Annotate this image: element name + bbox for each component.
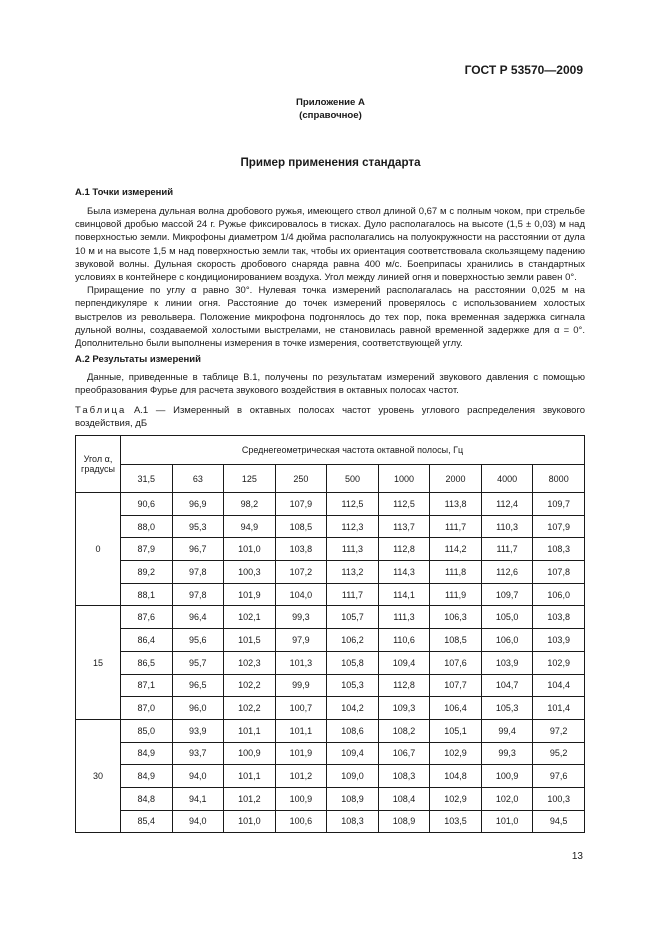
table-cell: 109,4	[378, 651, 430, 674]
table-row	[76, 674, 585, 697]
table-cell: 100,7	[275, 697, 327, 720]
table-cell: 100,3	[224, 561, 276, 584]
table-cell: 112,5	[327, 493, 379, 516]
standard-code: ГОСТ Р 53570—2009	[464, 63, 583, 77]
table-cell: 105,3	[481, 697, 533, 720]
table-cell: 112,4	[481, 493, 533, 516]
table-cell: 100,9	[481, 765, 533, 788]
table-cell: 101,1	[275, 719, 327, 742]
table-cell: 102,1	[224, 606, 276, 629]
table-cell: 98,2	[224, 493, 276, 516]
table-row	[76, 606, 585, 629]
table-cell: 103,9	[481, 651, 533, 674]
table-cell: 101,2	[275, 765, 327, 788]
table-cell: 114,3	[378, 561, 430, 584]
table-cell: 96,4	[172, 606, 224, 629]
table-cell: 111,9	[430, 583, 482, 606]
table-cell: 106,4	[430, 697, 482, 720]
table-cell: 99,9	[275, 674, 327, 697]
table-cell: 84,9	[121, 742, 173, 765]
angle-cell: 0	[76, 493, 121, 606]
page-number: 13	[571, 851, 583, 862]
table-row	[76, 493, 585, 516]
table-cell: 94,0	[172, 765, 224, 788]
table-cell: 97,6	[533, 765, 585, 788]
table-cell: 101,5	[224, 629, 276, 652]
table-cell: 109,3	[378, 697, 430, 720]
table-cell: 101,9	[275, 742, 327, 765]
section-a2-text	[75, 371, 585, 397]
table-cell: 111,3	[378, 606, 430, 629]
table-cell: 100,9	[224, 742, 276, 765]
table-cell: 102,9	[430, 787, 482, 810]
table-cell: 102,0	[481, 787, 533, 810]
table-cell: 97,8	[172, 561, 224, 584]
table-cell: 99,3	[275, 606, 327, 629]
table-cell: 113,7	[378, 515, 430, 538]
table-cell: 87,0	[121, 697, 173, 720]
table-cell: 108,2	[378, 719, 430, 742]
table-cell: 93,7	[172, 742, 224, 765]
table-cell: 104,2	[327, 697, 379, 720]
table-cell: 111,7	[327, 583, 379, 606]
frequency-column-header: 250	[275, 465, 327, 493]
table-cell: 90,6	[121, 493, 173, 516]
frequency-column-header: 63	[172, 465, 224, 493]
paragraph-a1-1: Была измерена дульная волна дробового ружья, имеющего ствол длиной 0,67 м с полным чоком, при стрельбе свинцовой дробью массой 24 г. Ружье фиксировалось в тисках. Дуло располагалось на высоте (1,5 ± 0,03) м над поверхностью земли. Микрофоны диаметром 1/4 дюйма располагались на полуокружности на расстоянии от дула 10 м и на высоте 1,5 м над поверхностью земли так, чтобы их ориентация соответствовала скользящему падению звуковой волны. Дульная скорость дробового снаряда равна 400 м/с. Боеприпасы хранились в стандартных условиях в контейнере с кондиционированием воздуха. Угол между линией огня и поверхностью земли равен 0°.	[75, 206, 585, 284]
annex-title: Приложение А	[296, 97, 365, 108]
frequency-column-header: 31,5	[121, 465, 173, 493]
table-cell: 101,0	[224, 810, 276, 833]
table-cell: 87,9	[121, 538, 173, 561]
table-cell: 107,7	[430, 674, 482, 697]
section-a2-heading: А.2 Результаты измерений	[75, 354, 201, 365]
table-cell: 100,6	[275, 810, 327, 833]
table-cell: 111,3	[327, 538, 379, 561]
table-cell: 86,4	[121, 629, 173, 652]
section-a1-text	[75, 205, 585, 350]
frequency-column-header: 500	[327, 465, 379, 493]
angle-cell: 15	[76, 606, 121, 719]
table-cell: 106,2	[327, 629, 379, 652]
table-cell: 97,8	[172, 583, 224, 606]
table-caption	[75, 404, 585, 430]
table-cell: 111,7	[430, 515, 482, 538]
table-cell: 101,4	[533, 697, 585, 720]
section-a1-heading: А.1 Точки измерений	[75, 187, 174, 198]
table-cell: 102,9	[430, 742, 482, 765]
annex-subtitle: (справочное)	[299, 110, 362, 121]
table-cell: 99,4	[481, 719, 533, 742]
table-cell: 87,6	[121, 606, 173, 629]
frequency-header: Среднегеометрическая частота октавной полосы, Гц	[121, 436, 585, 465]
table-cell: 114,1	[378, 583, 430, 606]
table-cell: 104,0	[275, 583, 327, 606]
table-cell: 84,8	[121, 787, 173, 810]
table-cell: 96,7	[172, 538, 224, 561]
table-cell: 96,0	[172, 697, 224, 720]
table-row	[76, 765, 585, 788]
table-cell: 85,4	[121, 810, 173, 833]
table-cell: 101,9	[224, 583, 276, 606]
main-title: Пример применения стандарта	[240, 156, 421, 169]
table-cell: 86,5	[121, 651, 173, 674]
table-cell: 102,9	[533, 651, 585, 674]
table-cell: 112,6	[481, 561, 533, 584]
table-cell: 101,3	[275, 651, 327, 674]
table-cell: 108,5	[430, 629, 482, 652]
table-cell: 94,0	[172, 810, 224, 833]
frequency-column-header: 125	[224, 465, 276, 493]
paragraph-a1-2: Приращение по углу α равно 30°. Нулевая точка измерений располагалась на расстоянии 0,025 м на перпендикуляре к линии огня. Расстояние до точек измерений проверялось с использованием холостых выстрелов из револьвера. Положение микрофона подгонялось до тех пор, пока временная задержка сигнала дульной волны, создаваемой холостыми выстрелами, не становилась равной временной задержке для α = 0°. Дополнительно были выполнены измерения в точке измерения, соответствующей углу.	[75, 285, 585, 350]
table-cell: 96,5	[172, 674, 224, 697]
table-cell: 108,3	[378, 765, 430, 788]
table-cell: 110,3	[481, 515, 533, 538]
table-cell: 106,7	[378, 742, 430, 765]
table-cell: 111,7	[481, 538, 533, 561]
table-cell: 107,6	[430, 651, 482, 674]
table-cell: 112,8	[378, 538, 430, 561]
table-cell: 114,2	[430, 538, 482, 561]
table-cell: 107,9	[275, 493, 327, 516]
table-cell: 103,9	[533, 629, 585, 652]
table-row	[76, 697, 585, 720]
angle-header: Угол α, градусы	[76, 436, 121, 493]
paragraph-a2-1: Данные, приведенные в таблице В.1, получены по результатам измерений звукового давления с помощью преобразования Фурье для расчета звукового воздействия в октавных полосах частот.	[75, 372, 585, 397]
table-cell: 84,9	[121, 765, 173, 788]
table-cell: 109,0	[327, 765, 379, 788]
frequency-column-header: 8000	[533, 465, 585, 493]
table-cell: 94,1	[172, 787, 224, 810]
table-cell: 108,9	[327, 787, 379, 810]
table-cell: 101,1	[224, 719, 276, 742]
table-cell: 93,9	[172, 719, 224, 742]
table-cell: 101,0	[481, 810, 533, 833]
table-cell: 103,8	[533, 606, 585, 629]
table-cell: 109,4	[327, 742, 379, 765]
table-cell: 105,1	[430, 719, 482, 742]
table-cell: 102,3	[224, 651, 276, 674]
table-cell: 111,8	[430, 561, 482, 584]
table-cell: 95,2	[533, 742, 585, 765]
table-cell: 105,0	[481, 606, 533, 629]
table-row	[76, 719, 585, 742]
table-row	[76, 810, 585, 833]
table-cell: 100,3	[533, 787, 585, 810]
table-cell: 112,5	[378, 493, 430, 516]
measurement-table	[75, 435, 585, 833]
table-cell: 107,9	[533, 515, 585, 538]
table-cell: 95,3	[172, 515, 224, 538]
table-cell: 108,6	[327, 719, 379, 742]
table-cell: 113,2	[327, 561, 379, 584]
table-cell: 88,0	[121, 515, 173, 538]
table-caption-text: А.1 — Измеренный в октавных полосах частот уровень углового распределения звукового воздействия, дБ	[75, 405, 585, 430]
table-row	[76, 742, 585, 765]
table-cell: 104,7	[481, 674, 533, 697]
frequency-column-header: 1000	[378, 465, 430, 493]
table-cell: 103,5	[430, 810, 482, 833]
table-cell: 108,9	[378, 810, 430, 833]
frequency-column-header: 2000	[430, 465, 482, 493]
table-cell: 89,2	[121, 561, 173, 584]
table-cell: 88,1	[121, 583, 173, 606]
table-cell: 103,8	[275, 538, 327, 561]
table-cell: 97,2	[533, 719, 585, 742]
frequency-column-header: 4000	[481, 465, 533, 493]
table-cell: 106,0	[533, 583, 585, 606]
table-cell: 104,8	[430, 765, 482, 788]
table-cell: 109,7	[533, 493, 585, 516]
table-cell: 113,8	[430, 493, 482, 516]
table-cell: 95,6	[172, 629, 224, 652]
table-cell: 109,7	[481, 583, 533, 606]
table-cell: 108,3	[327, 810, 379, 833]
table-cell: 110,6	[378, 629, 430, 652]
table-cell: 87,1	[121, 674, 173, 697]
table-cell: 97,9	[275, 629, 327, 652]
table-cell: 106,0	[481, 629, 533, 652]
table-cell: 112,3	[327, 515, 379, 538]
table-cell: 102,2	[224, 697, 276, 720]
table-cell: 101,2	[224, 787, 276, 810]
table-cell: 112,8	[378, 674, 430, 697]
table-cell: 94,5	[533, 810, 585, 833]
table-cell: 106,3	[430, 606, 482, 629]
table-cell: 85,0	[121, 719, 173, 742]
table-cell: 102,2	[224, 674, 276, 697]
table-row	[76, 787, 585, 810]
table-label: Таблица	[75, 405, 127, 416]
table-cell: 100,9	[275, 787, 327, 810]
table-cell: 101,1	[224, 765, 276, 788]
table-row	[76, 538, 585, 561]
table-cell: 96,9	[172, 493, 224, 516]
table-row	[76, 561, 585, 584]
table-cell: 94,9	[224, 515, 276, 538]
table-row	[76, 651, 585, 674]
table-row	[76, 629, 585, 652]
table-cell: 105,7	[327, 606, 379, 629]
table-cell: 105,3	[327, 674, 379, 697]
table-cell: 95,7	[172, 651, 224, 674]
table-row	[76, 515, 585, 538]
table-cell: 105,8	[327, 651, 379, 674]
table-cell: 107,8	[533, 561, 585, 584]
table-cell: 108,3	[533, 538, 585, 561]
angle-cell: 30	[76, 719, 121, 832]
table-cell: 107,2	[275, 561, 327, 584]
table-cell: 99,3	[481, 742, 533, 765]
table-cell: 101,0	[224, 538, 276, 561]
table-cell: 108,4	[378, 787, 430, 810]
table-cell: 104,4	[533, 674, 585, 697]
table-row	[76, 583, 585, 606]
table-cell: 108,5	[275, 515, 327, 538]
